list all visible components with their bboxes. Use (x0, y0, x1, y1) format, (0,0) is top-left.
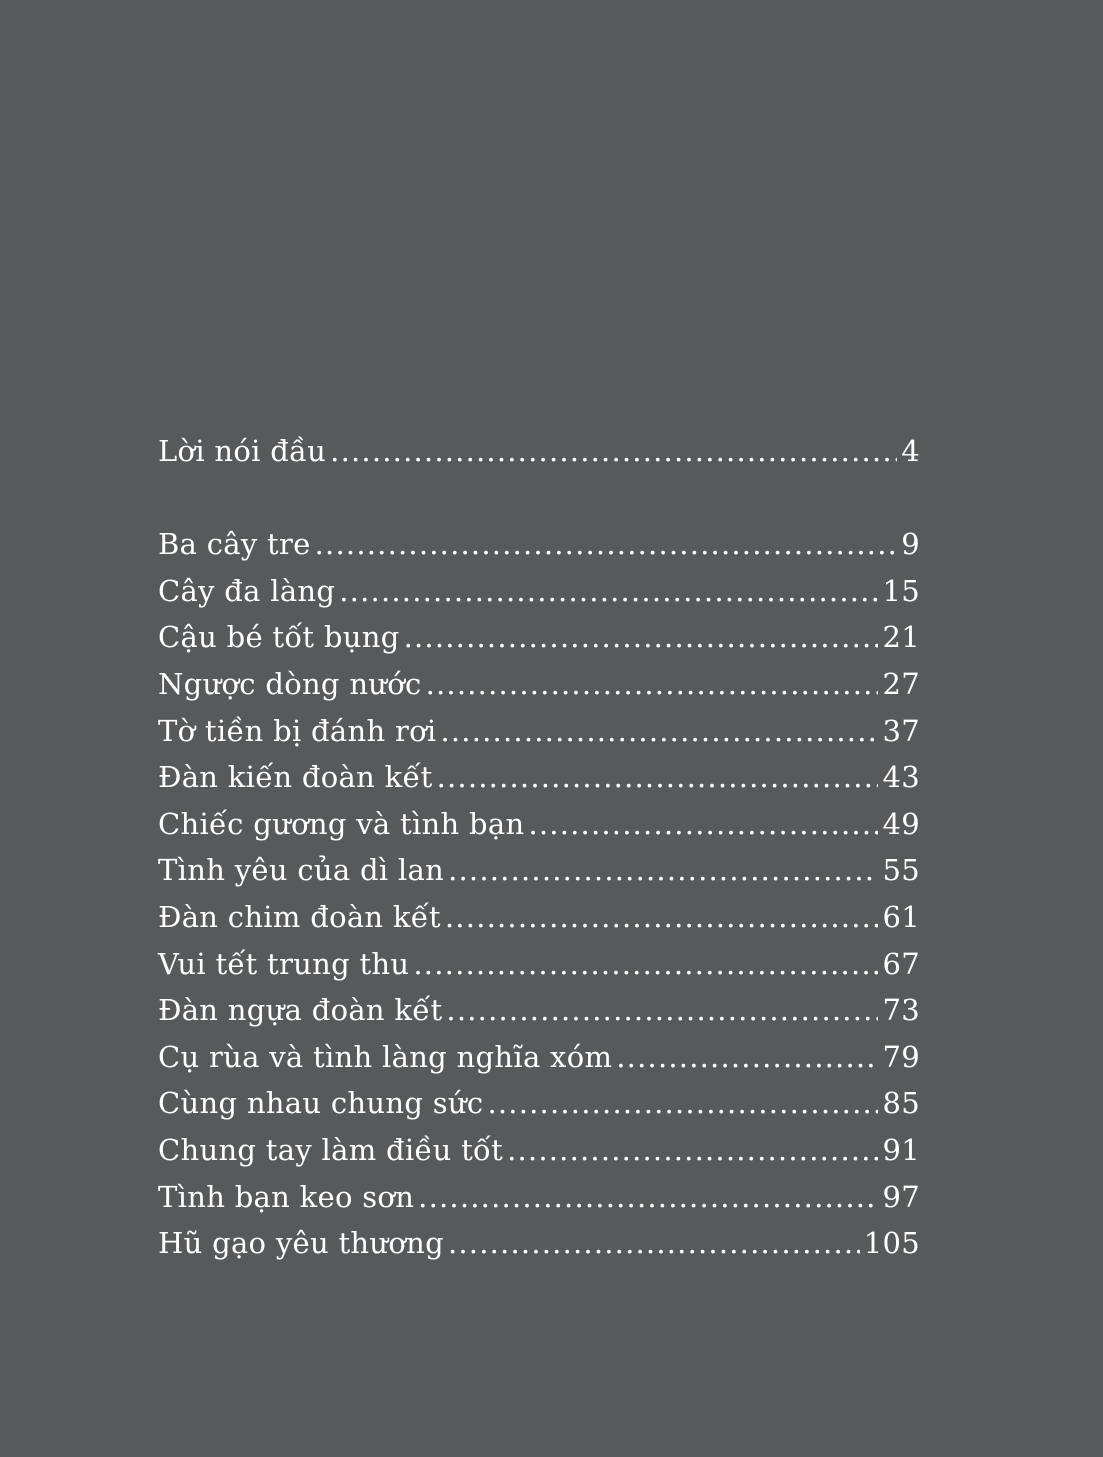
toc-dot-leader (487, 1080, 878, 1127)
toc-entry-title: Hũ gạo yêu thương (158, 1226, 444, 1261)
toc-entry-page: 21 (882, 620, 920, 655)
toc-entry-page: 67 (882, 946, 920, 981)
toc-entry-page: 43 (882, 760, 920, 795)
toc-entry-page: 91 (882, 1132, 920, 1167)
toc-entry-title: Cậu bé tốt bụng (158, 620, 400, 655)
toc-entry-title: Tờ tiền bị đánh rơi (158, 713, 437, 748)
toc-entry[interactable] (158, 661, 920, 708)
toc-entry-title: Ba cây tre (158, 527, 311, 562)
toc-entry[interactable] (158, 708, 920, 755)
toc-entry-title: Cây đa làng (158, 573, 336, 608)
toc-entry-title: Chung tay làm điều tốt (158, 1132, 504, 1167)
toc-entry[interactable] (158, 894, 920, 941)
toc-dot-leader (339, 568, 878, 615)
toc-dot-leader (445, 894, 879, 941)
toc-entry[interactable] (158, 1127, 920, 1174)
toc-entry-title: Chiếc gương và tình bạn (158, 806, 525, 841)
toc-entry[interactable] (158, 941, 920, 988)
toc-entry-title: Cùng nhau chung sức (158, 1086, 484, 1121)
toc-dot-leader (446, 987, 878, 1034)
toc-entry-page: 61 (882, 899, 920, 934)
toc-entry-page: 9 (901, 527, 920, 562)
toc-dot-leader (528, 801, 878, 848)
toc-entry[interactable] (158, 568, 920, 615)
toc-dot-leader (413, 941, 878, 988)
toc-entry[interactable] (158, 847, 920, 894)
toc-dot-leader (426, 661, 879, 708)
toc-dot-leader (448, 1220, 860, 1267)
toc-entry-page: 79 (882, 1039, 920, 1074)
toc-dot-leader (507, 1127, 878, 1174)
toc-entry-page: 15 (882, 573, 920, 608)
toc-dot-leader (315, 521, 898, 568)
toc-dot-leader (330, 428, 897, 475)
toc-entry-title: Đàn kiến đoàn kết (158, 760, 433, 795)
toc-entry-page: 105 (863, 1226, 920, 1261)
toc-entry[interactable] (158, 1174, 920, 1221)
toc-entry-page: 55 (882, 853, 920, 888)
toc-dot-leader (616, 1034, 878, 1081)
toc-entry-title: Vui tết trung thu (158, 946, 410, 981)
toc-entry-title: Ngược dòng nước (158, 666, 422, 701)
toc-entry[interactable] (158, 521, 920, 568)
toc-entry[interactable] (158, 614, 920, 661)
toc-dot-leader (404, 614, 879, 661)
toc-entry-page: 73 (882, 993, 920, 1028)
toc-entry[interactable] (158, 1220, 920, 1267)
toc-entry[interactable] (158, 1080, 920, 1127)
toc-entry-title: Tình bạn keo sơn (158, 1179, 415, 1214)
toc-entry-title: Tình yêu của dì lan (158, 853, 445, 888)
toc-entry-intro[interactable] (158, 428, 920, 475)
toc-entry[interactable] (158, 801, 920, 848)
toc-entry-page: 85 (882, 1086, 920, 1121)
toc-dot-leader (440, 708, 878, 755)
toc-entry-page: 49 (882, 806, 920, 841)
toc-entry-title: Cụ rùa và tình làng nghĩa xóm (158, 1039, 613, 1074)
toc-entry-page: 27 (882, 666, 920, 701)
toc-entry-title: Lời nói đầu (158, 434, 327, 468)
toc-entry-title: Đàn ngựa đoàn kết (158, 993, 443, 1028)
toc-entry[interactable] (158, 987, 920, 1034)
toc-entry-title: Đàn chim đoàn kết (158, 899, 441, 934)
toc-dot-leader (448, 847, 878, 894)
toc-dot-leader (437, 754, 879, 801)
toc-entry[interactable] (158, 1034, 920, 1081)
toc-entry-page: 4 (901, 434, 920, 468)
table-of-contents (158, 428, 920, 1267)
toc-entry-page: 37 (882, 713, 920, 748)
toc-dot-leader (418, 1174, 878, 1221)
toc-entry-page: 97 (882, 1179, 920, 1214)
toc-entry[interactable] (158, 754, 920, 801)
